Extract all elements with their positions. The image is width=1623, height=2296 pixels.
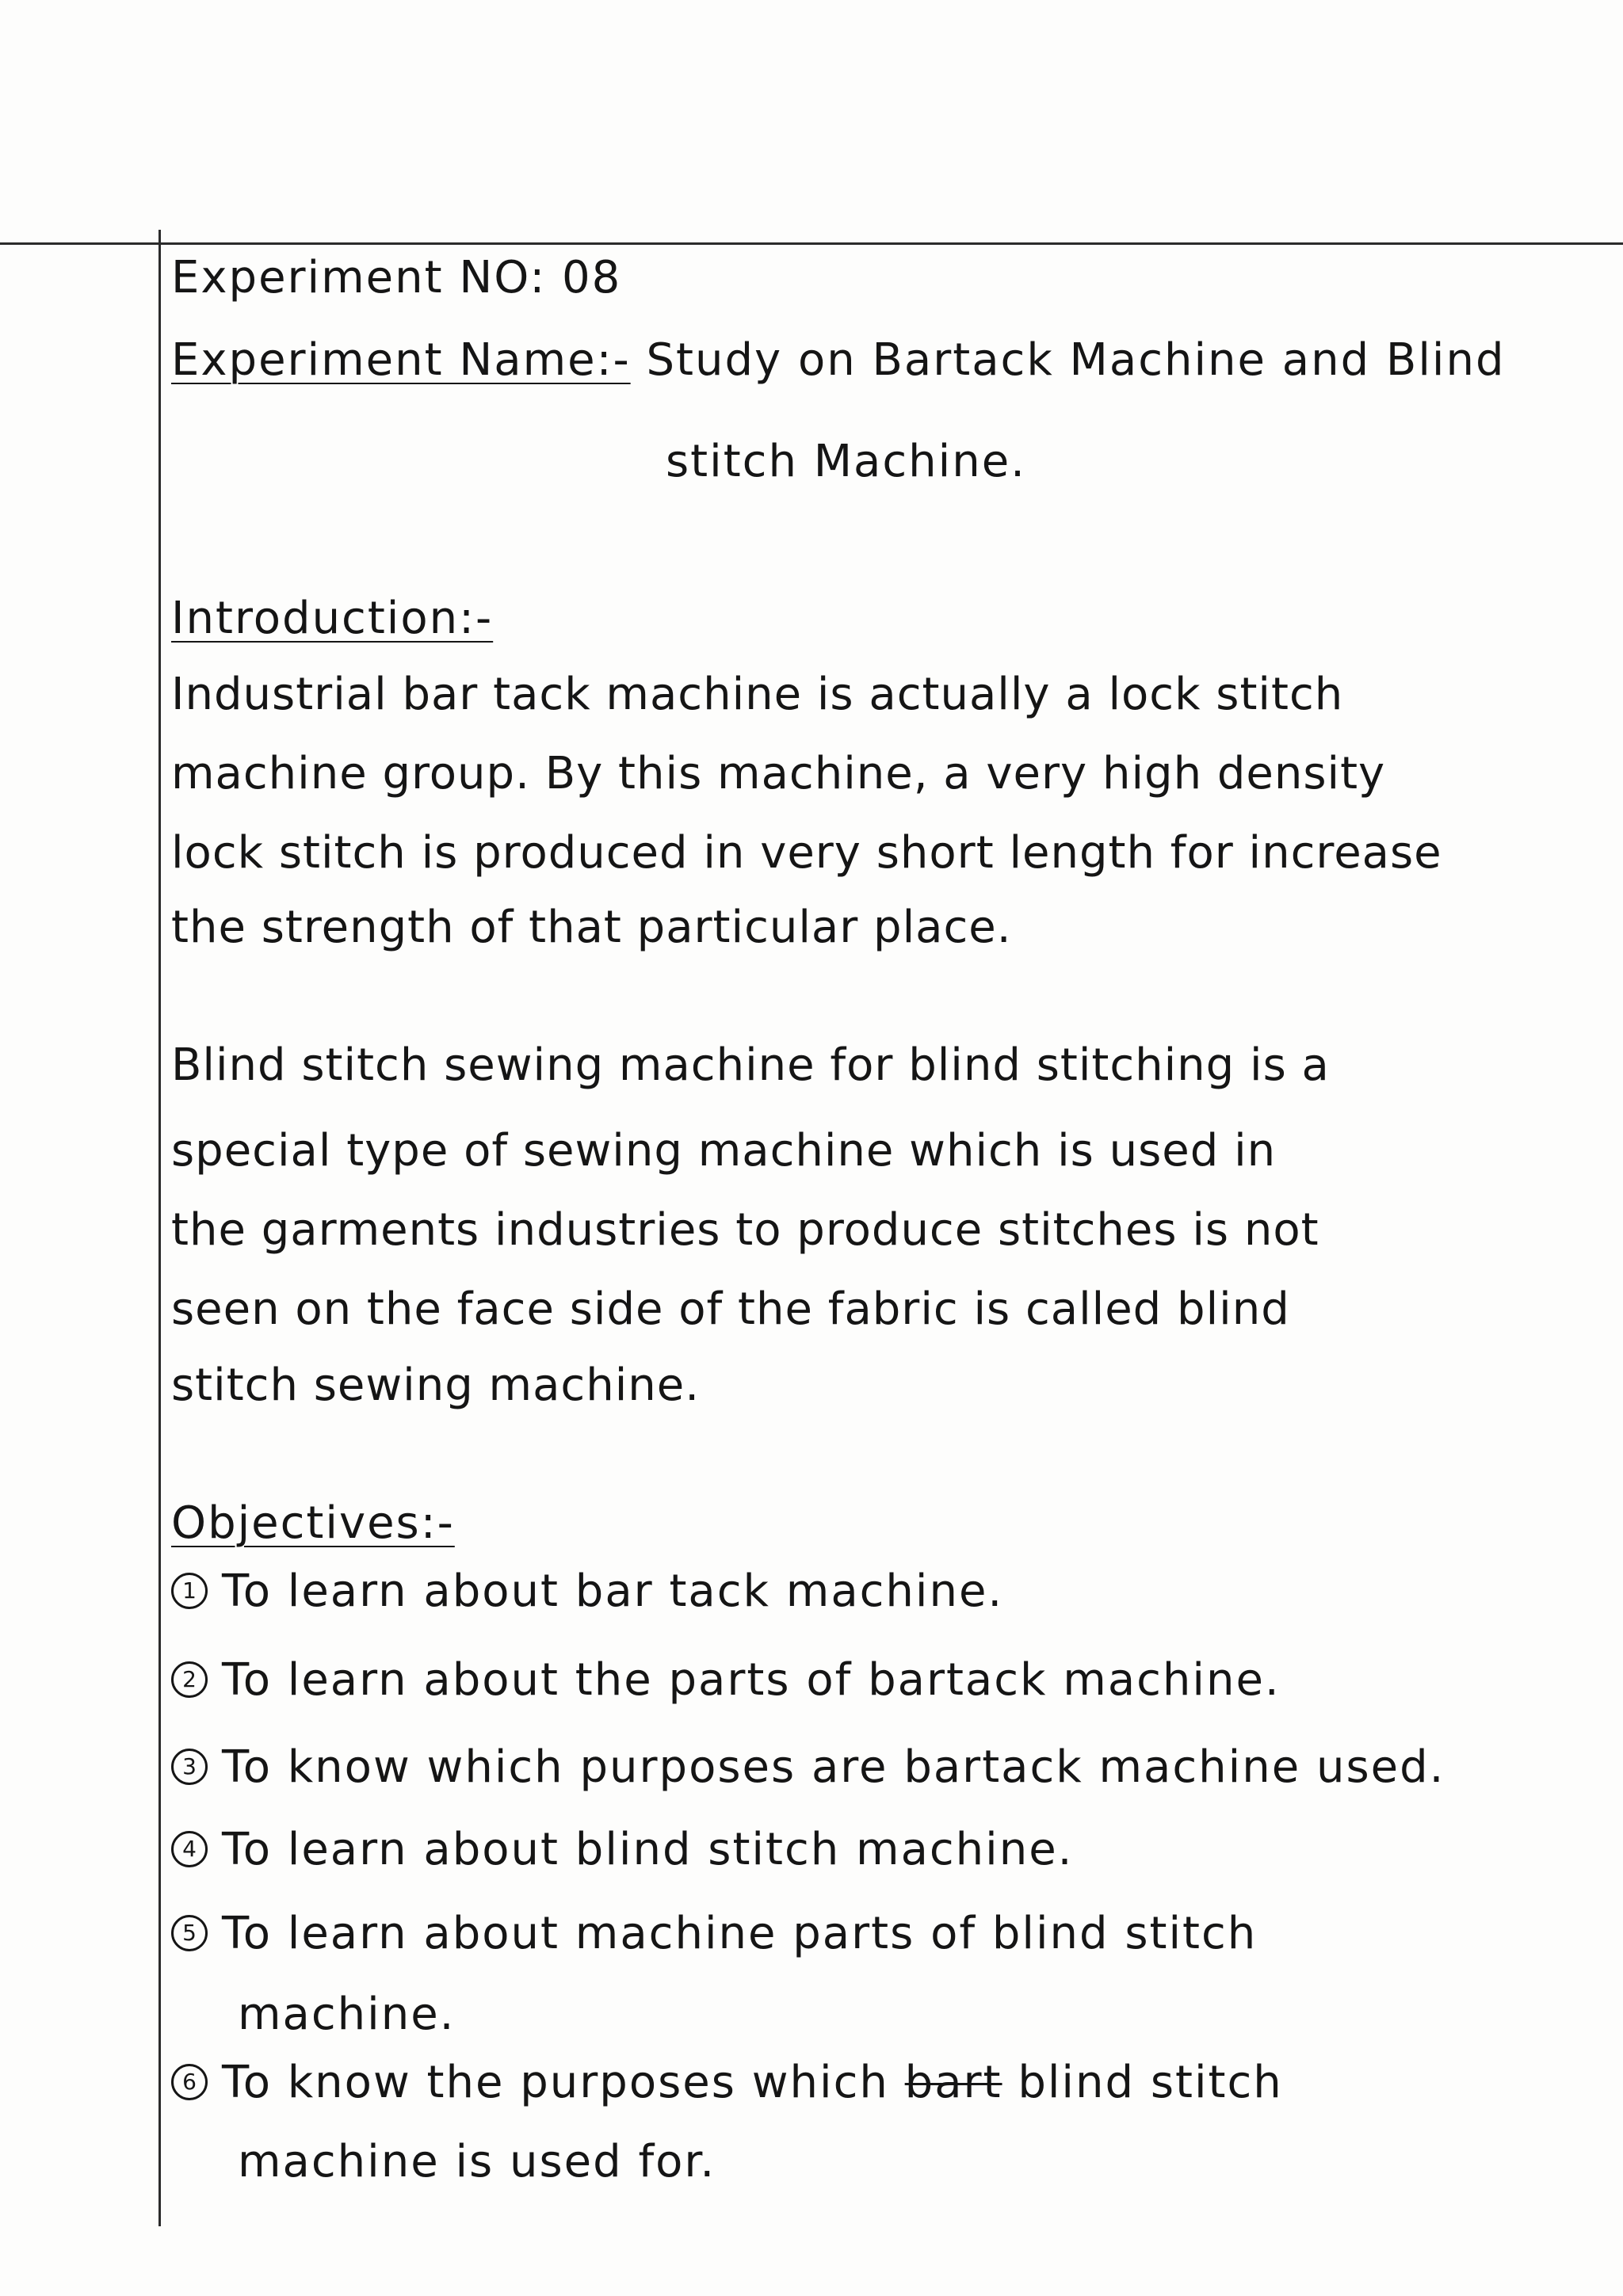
introduction-line: the strength of that particular place.: [171, 902, 1012, 953]
blind-stitch-line: the garments industries to produce stitches is not: [171, 1204, 1319, 1256]
objective-item: [171, 1564, 1003, 1619]
introduction-line: lock stitch is produced in very short length for increase: [171, 827, 1442, 879]
objective-text: To know which purposes are bartack machine used.: [222, 1741, 1445, 1793]
blind-stitch-line: special type of sewing machine which is used in: [171, 1125, 1277, 1177]
objective-continuation: machine.: [238, 1989, 456, 2040]
objective-number: 2: [171, 1661, 208, 1698]
objective-text: To learn about bar tack machine.: [222, 1566, 1004, 1617]
blind-stitch-line: seen on the face side of the fabric is called blind: [171, 1283, 1290, 1335]
objective-text: To learn about blind stitch machine.: [222, 1824, 1074, 1875]
introduction-heading: Introduction:-: [171, 593, 494, 644]
struck-word: bart: [904, 2057, 1002, 2108]
experiment-number-value: 08: [562, 252, 622, 303]
objective-text: To know the purposes which: [222, 2057, 889, 2108]
margin-line: [158, 230, 161, 2226]
objective-number: 4: [171, 1831, 208, 1867]
top-rule-line: [0, 242, 1623, 245]
objective-item: [171, 1653, 1281, 1708]
experiment-name: [171, 333, 1506, 388]
objective-text: To learn about the parts of bartack machine.: [222, 1654, 1281, 1706]
blind-stitch-line: Blind stitch sewing machine for blind stitching is a: [171, 1039, 1330, 1091]
experiment-name-line-1: Study on Bartack Machine and Blind: [646, 334, 1506, 386]
objective-text: To learn about machine parts of blind stitch: [222, 1908, 1258, 1959]
objective-number: 5: [171, 1915, 208, 1951]
objective-text-end: blind stitch: [1018, 2057, 1283, 2108]
objective-item: [171, 1906, 1257, 1962]
experiment-name-line-2: stitch Machine.: [666, 436, 1026, 487]
experiment-number-label: Experiment NO:: [171, 252, 547, 303]
objective-item: [171, 1822, 1073, 1878]
experiment-name-label: Experiment Name:-: [171, 334, 631, 386]
objective-number: 3: [171, 1749, 208, 1785]
experiment-number: [171, 250, 621, 306]
objectives-heading: Objectives:-: [171, 1497, 455, 1549]
objective-number: 1: [171, 1573, 208, 1609]
blind-stitch-line: stitch sewing machine.: [171, 1360, 701, 1411]
objective-number: 6: [171, 2064, 208, 2100]
introduction-line: Industrial bar tack machine is actually a lock stitch: [171, 669, 1344, 720]
objective-item: [171, 2055, 1283, 2111]
introduction-line: machine group. By this machine, a very high density: [171, 748, 1386, 799]
objective-continuation: machine is used for.: [238, 2136, 716, 2187]
objective-item: [171, 1740, 1445, 1795]
